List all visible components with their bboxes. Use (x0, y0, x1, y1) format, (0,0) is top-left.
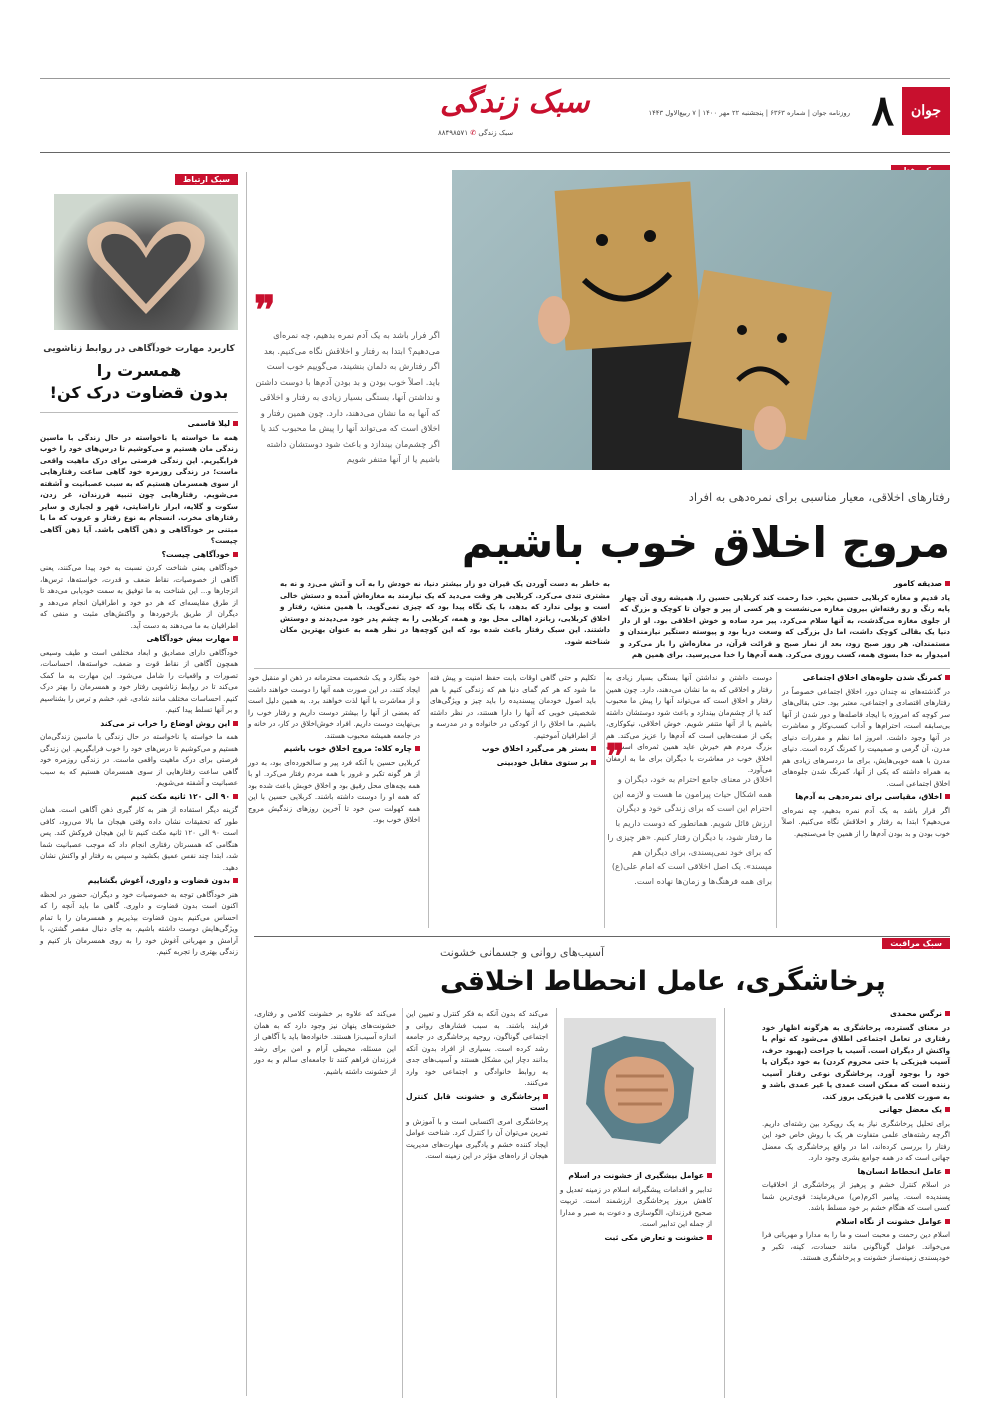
main-lead-2: به خاطر به دست آوردن یک قیران دو زار بیشتر دنیا، نه خودش را به آب و آتش می‌زد و نه به مشتری تندی می‌کرد. کربلایی هر وقت می‌دید که یک نیازمند به مغازه‌اش آمده و دستش خالی است و پولی ندارد که بدهد، با یک نگاه پیدا بود که چیزی نمی‌گوید. با همین منش، رفتار و اخلاق کربلایی، زبانزد اهالی محل بود و همه، کربلایی را به چشم پدر خود می‌دیدند و دوستش داشتند. این سبک رفتار باعث شده بود که این کوچه‌ها در نظر همه به عنوان بهترین مکان شناخته شود. (280, 579, 610, 646)
phone-icon: ✆ (470, 129, 477, 137)
section-title: سبک زندگی (440, 85, 590, 120)
sms-line: سبک زندگی ✆ ۸۸۴۹۸۵۷۱ (438, 129, 514, 137)
main-title: مروج اخلاق خوب باشیم (461, 518, 950, 567)
main-lead: صدیقه کامور یاد قدیم و مغازه کربلایی حسین بخیر. خدا رحمت کند کربلایی حسین را. همیشه روی آن چهار پایه رنگ و رو رفته‌اش بیرون مغازه می‌نشست و هر کسی از پیر و جوان تا کوچک و بزرگ که از جلوی مغازه می‌گذشت، به آنها سلام می‌کرد. پیر مرد ساده و خوش اخلاقی بود. او از دار دنیا یک بقالی کوچک داشت، اما دل بزرگی که وسعت دریا بود و پیوسته دستگیر نیازمندان و مستمندان. هر روز صبح زود، بعد از نماز صبح و قرائت قرآن، در مغازه‌اش را باز می‌کرد و امیدوار به خدا بسوی همه، کسب روزی می‌کرد. همه آدم‌ها را خدا می‌پرسید. برای همین هم (620, 579, 950, 659)
bottom-title: پرخاشگری، عامل انحطاط اخلاقی (440, 966, 886, 997)
pull-quote-block: ❞ اگر فرار باشد به یک آدم نمره بدهیم، چه نمره‌ای می‌دهیم؟ ابتدا به رفتار و اخلاقش نگاه می‌کنیم. بعد اگر رفتارش به دلمان بنشیند، می‌گوییم خوب است باید. اصلاً خوب بودن و بد بودن آدم‌ها با دوست داشتن و نداشتن آنها، بستگی بسیار زیادی به رفتار و اخلاقی که آنها به ما نشان می‌دهند، دارد. چون همین رفتار و اخلاق است که می‌تواند آنها را پیش ما محبوب کند یا اگر چشم‌مان بیندازد و باعث شود دوستشان داشته باشیم یا از آنها متنفر شویم (254, 287, 440, 464)
smiley-boxes-image (452, 170, 950, 470)
main-col-4: خود بنگارد و یک شخصیت محترمانه در ذهن او منقبل خود ایجاد کنند، در این صورت همه آنها را دوست خواهند داشت و از معاشرت با آنها لذت خواهند برد. به همین دلیل است که بعضی از آنها را بیشتر دوست داریم و رفتار خوب را بی‌نهایت دوست داریم. افراد خوش‌اخلاق در کار، در خانه و در جامعه همیشه محبوب هستند. چاره کلاه: مروج اخلاق خوب باشیم کربلایی حسین با آنکه فرد پیر و سالخورده‌ای بود، به دور از هر گونه تکبر و غرور با همه مردم رفتار می‌کرد. او با همه بچه‌های محل رفیق بود و اخلاق خوبش باعث شده بود که همه او را دوست داشته باشند. کربلایی حسین با این همه کهولت سن خود تا آخرین روزهای زندگیش مروج اخلاق خوب بود. (248, 673, 420, 824)
bottom-col-1: نرگس محمدی در معنای گسترده، پرخاشگری به هرگونه اظهار خود رفتاری در تعامل اجتماعی اطلاق می‌شود که توأم با واکنش از دیگران است. آسیب یا جراحت (بهبود حرف، آسیب فیزیکی یا حتی محروم کردن) به خود دیگران یا خود را بوجود آورد. پرخاشگری نوعی رفتار آسیب زننده است که ممکن است عمدی یا غیر عمدی باشد و به صورت کلامی یا فیزیکی بروز کند. یک معضل جهانی برای تحلیل پرخاشگری نیاز به یک رویکرد بین رشته‌ای داریم. اگرچه رشته‌های علمی متفاوت هر یک با روش خاص خود این رفتار را بررسی کرده‌اند، اما در واقع پرخاشگری یک معضل جهانی است که در همه جوامع بشری وجود دارد. عامل انحطاط انسان‌ها در اسلام کنترل خشم و پرهیز از پرخاشگری از اخلاقیات پسندیده است. پیامبر اکرم(ص) می‌فرمایند: قوی‌ترین شما کسی است که هنگام خشم بر خود مسلط باشد. عوامل خشونت از نگاه اسلام اسلام دین رحمت و محبت است و ما را به مدارا و مهربانی فرا می‌خواند. عوامل گوناگونی مانند حسادت، کینه، تکبر و خودپسندی زمینه‌ساز خشونت و پرخاشگری هستند. (762, 1009, 950, 1262)
sidebar (40, 174, 238, 1394)
fist-through-wall-image (564, 1018, 716, 1164)
main-subtitle: رفتارهای اخلاقی، معیار مناسبی برای نمره‌دهی به افراد (688, 490, 950, 504)
quote-2-block: ❞ اخلاق در معنای جامع احترام به خود، دیگران و همه اشکال حیات پیرامون ما هست و لازمه این احترام این است که برای زندگی خود و دیگران ارزش قائل شویم. همانطور که دوست داریم با ما رفتار شود، با دیگران رفتار کنیم. «هر چیزی را که برای خود نمی‌پسندی، برای دیگران هم مپسند». یک اصل اخلاقی است که امام علی(ع) برای همه فرهنگ‌ها و زمان‌ها نهاده است. (606, 737, 772, 886)
logo: جوان (902, 87, 950, 135)
bottom-photo (564, 1018, 716, 1164)
masthead (40, 78, 950, 150)
quote-icon: ❞ (606, 737, 621, 777)
page-number: ۸ (871, 86, 894, 135)
main-col-2: دوست داشتن و نداشتن آنها بستگی بسیار زیادی به رفتار و اخلاقی که به ما نشان می‌دهند، دارد. چون همین رفتار و اخلاق است که می‌تواند آنها را پیش ما محبوب کند یا از چشم‌مان بیندازد و باعث شود دوستشان داشته باشیم یا از آنها متنفر شویم. خوش اخلاقی، نیکوکاری، یکی از صفت‌هایی است که آدم‌ها را عزیز می‌کند. هم بزرگ مردم هم خیرش عاید همین ثمره‌ای است که اخلاق خوب در معاشرت با دیگران برای ما به ارمغان می‌آورد. (606, 673, 772, 774)
sidebar-title: همسرت را بدون قضاوت درک کن! (49, 361, 229, 402)
sidebar-kicker: کاربرد مهارت خودآگاهی در روابط زناشویی (43, 344, 235, 354)
main-col-3: تکلیم و حتی گاهی اوقات بابت حفظ امنیت و پیش فته ما شود که هر کم گمای دنیا هم که زندگی کنیم با هم باید اصول خودمان پیسندیده را باید چیز و ویژگی‌های شخصیتی خوبی که آنها را دارا هستند، در نظر داشته باشیم. ما اخلاق را از کودکی در خانواده و در مدرسه و از اطرافیان آموختیم. بستر هر می‌گیرد اخلاق خوب بر ستوی مقابل خودبینی (430, 673, 596, 767)
bottom-col-2: عوامل بیشگیری از خشونت در اسلام تدابیر و اقدامات پیشگیرانه اسلام در زمینه تعدیل و کاهش بروز پرخاشگری ارزشمند است. تربیت صحیح فرزندان، الگوسازی و دعوت به صبر و مدارا از جمله این تدابیر است. خشونت و تعارض مکی ثبت (560, 1171, 712, 1242)
quote-icon: ❞ (254, 287, 272, 334)
sidebar-photo (54, 194, 238, 330)
bottom-col-3: می‌کند که بدون آنکه به فکر کنترل و تعیین این فرایند باشند. به سبب فشارهای روانی و اجتماعی گوناگون، روحیه پرخاشگری در جامعه رشد کرده است. بسیاری از افراد بدون آنکه بدانند دچار این مشکل هستند و آسیب‌های جدی به روابط خانوادگی و اجتماعی خود وارد می‌کنند. پرخاشگری و خشونت قابل کنترل است پرخاشگری امری اکتسابی است و با آموزش و تمرین می‌توان آن را کنترل کرد. شناخت عوامل ایجاد کننده خشم و یادگیری مهارت‌های مدیریت هیجان از راه‌های مؤثر در این زمینه است. (406, 1009, 548, 1160)
sidebar-body: لیلا قاسمی همه ما خواسته یا ناخواسته در حال زندگی با ماسین زندگی مان هستیم و می‌کوشیم تا درس‌های خود را خوب فرابگیریم. این زندگی فرصتی برای درک ماهیت واقعی ماست؛ در زندگی روزمره خود گاهی ساعت رفتارهایی از سوی همسرمان هستیم که به سبب عصبانیت و آشفته می‌شویم. رفتارهایی چون تنبیه فرزندان، غر زدن، سکوت و گلایه، ابراز ناراضایتی، قهر و لجبازی و سایر رفتارهای مخرب. انسجام به نوع رفتار و عروب که ما با مبتنی بر خودآگاهی و ذهن آگاهی باشد. آیا ذهن آگاهی چیست؟ خودآگاهی چیست؟ خودآگاهی یعنی شناخت کردن نسبت به خود پیدا می‌کنند، یعنی آگاهی از خصوصیات، نقاط ضعف و قدرت، خواسته‌ها، ترس‌ها، انزجارها و... این شناخت به ما توفیق به سمت خودیابی می‌دهد تا از طرق مقایسه‌ای که هر دو خود و اطرافیان انجام می‌دهد و دیگران از طریق بازخوردها و واکنش‌های مثبت و منفی که اطرافیان به ما می‌دهند به دست آید. مهارت بیش خودآگاهی خودآگاهی دارای مصادیق و ابعاد مختلفی است و طیف وسیعی همچون آگاهی از نقاط قوت و ضعف، خواسته‌ها، احساسات، تصورات و واقعیات را شامل می‌شود. این مهارت به ما کمک می‌کند تا در روابط زناشویی رفتار خود و همسرمان را بهتر درک کنیم. احساسات مختلف مانند شادی، غم، خشم و ترس را بشناسیم و بر آنها تسلط پیدا کنیم. این روش اوضاع را خراب تر می‌کند همه ما خواسته یا ناخواسته در حال زندگی با ماسین زندگی‌مان هستیم و می‌کوشیم تا درس‌های خود را خوب فرابگیریم. این زندگی فرصتی برای درک ماهیت واقعی ماست. در زندگی روزمره خود گاهی ساعت رفتارهایی از سوی همسرمان هستیم که به سبب عصبانیت و آشفته می‌شویم. ۹۰ الی ۱۲۰ ثانیه مکث کنیم گزینه دیگر استفاده از هنر به کار گیری ذهن آگاهی است. همان طور که تحقیقات نشان داده وقتی هیجان ما بالا می‌رود، کافی است ۹۰ الی ۱۲۰ ثانیه مکث کنیم تا این هیجان فروکش کند. پس هنگامی که همسرتان رفتاری انجام داد که موجب عصبانیت شما شد، ابتدا چند نفس عمیق بکشید و سپس به رفتار او واکنش نشان دهید. بدون قضاوت و داوری، آغوش بگشاییم هنر خودآگاهی توجه به خصوصیات خود و دیگران، حضور در لحظه اکنون است بدون قضاوت و داوری. گاهی ما باید آنچه را که احساس می‌کنیم بدون قضاوت بپذیریم و همسرمان را با تمام ویژگی‌هایش دوست داشته باشیم. به جای دنبال مقصر گشتن، با آرامش و مهربانی آغوش خود را به روی همسرمان باز کنیم و زندگی بهتری را تجربه کنیم. (40, 419, 238, 956)
bottom-col-4: می‌کند که علاوه بر خشونت کلامی و رفتاری، خشونت‌های پنهان نیز وجود دارد که به همان اندازه آسیب‌زا هستند. خانواده‌ها باید با آگاهی از این مسئله، محیطی آرام و امن برای رشد فرزندان فراهم کنند تا جامعه‌ای سالم و به دور از خشونت داشته باشیم. (254, 1009, 396, 1076)
main-photo (452, 170, 950, 470)
sidebar-section-tag: سبک ارتباط (175, 174, 238, 185)
main-col-1: کمرنگ شدن جلوه‌های اخلاق اجتماعی در گذشته‌های نه چندان دور، اخلاق اجتماعی خصوصاً در رفتارهای اقتصادی و اجتماعی، معتبر بود. حتی بقالی‌های سر کوچه که امروزه با ایجاد فاصله‌ها و دور شدن از آنها بی‌سابقه است، احترام‌ها و آداب کسب‌وکار و معاشرت در آنها وجود داشت. امروز اما نظم و مقررات دنیای مدرن، آن گرمی و صمیمیت را کمرنگ کرده است. دنیای مدرن با همه خوبی‌هایش، برای ما دردسرهای زیادی هم به همراه داشته که یکی از آنها، کمرنگ شدن جلوه‌های اخلاق اجتماعی است. اخلاق، مقیاسی برای نمره‌دهی به آدم‌ها اگر قرار باشد به یک آدم نمره بدهیم، چه نمره‌ای می‌دهیم؟ ابتدا به رفتار و اخلاقش نگاه می‌کنیم. اصلاً خوب بودن و بد بودن آدم‌ها را از همین جا می‌سنجیم. (782, 673, 950, 838)
heart-hands-image (54, 194, 238, 330)
bottom-subtitle: آسیب‌های روانی و جسمانی خشونت (440, 946, 605, 959)
issue-info: روزنامه جوان | شماره ۶۳۶۳ | پنجشنبه ۲۲ مهر ۱۴۰۰ | ۷ ربیع‌الاول ۱۴۴۳ (648, 109, 850, 117)
bottom-section-tag: سبک مراقبت (882, 938, 950, 949)
